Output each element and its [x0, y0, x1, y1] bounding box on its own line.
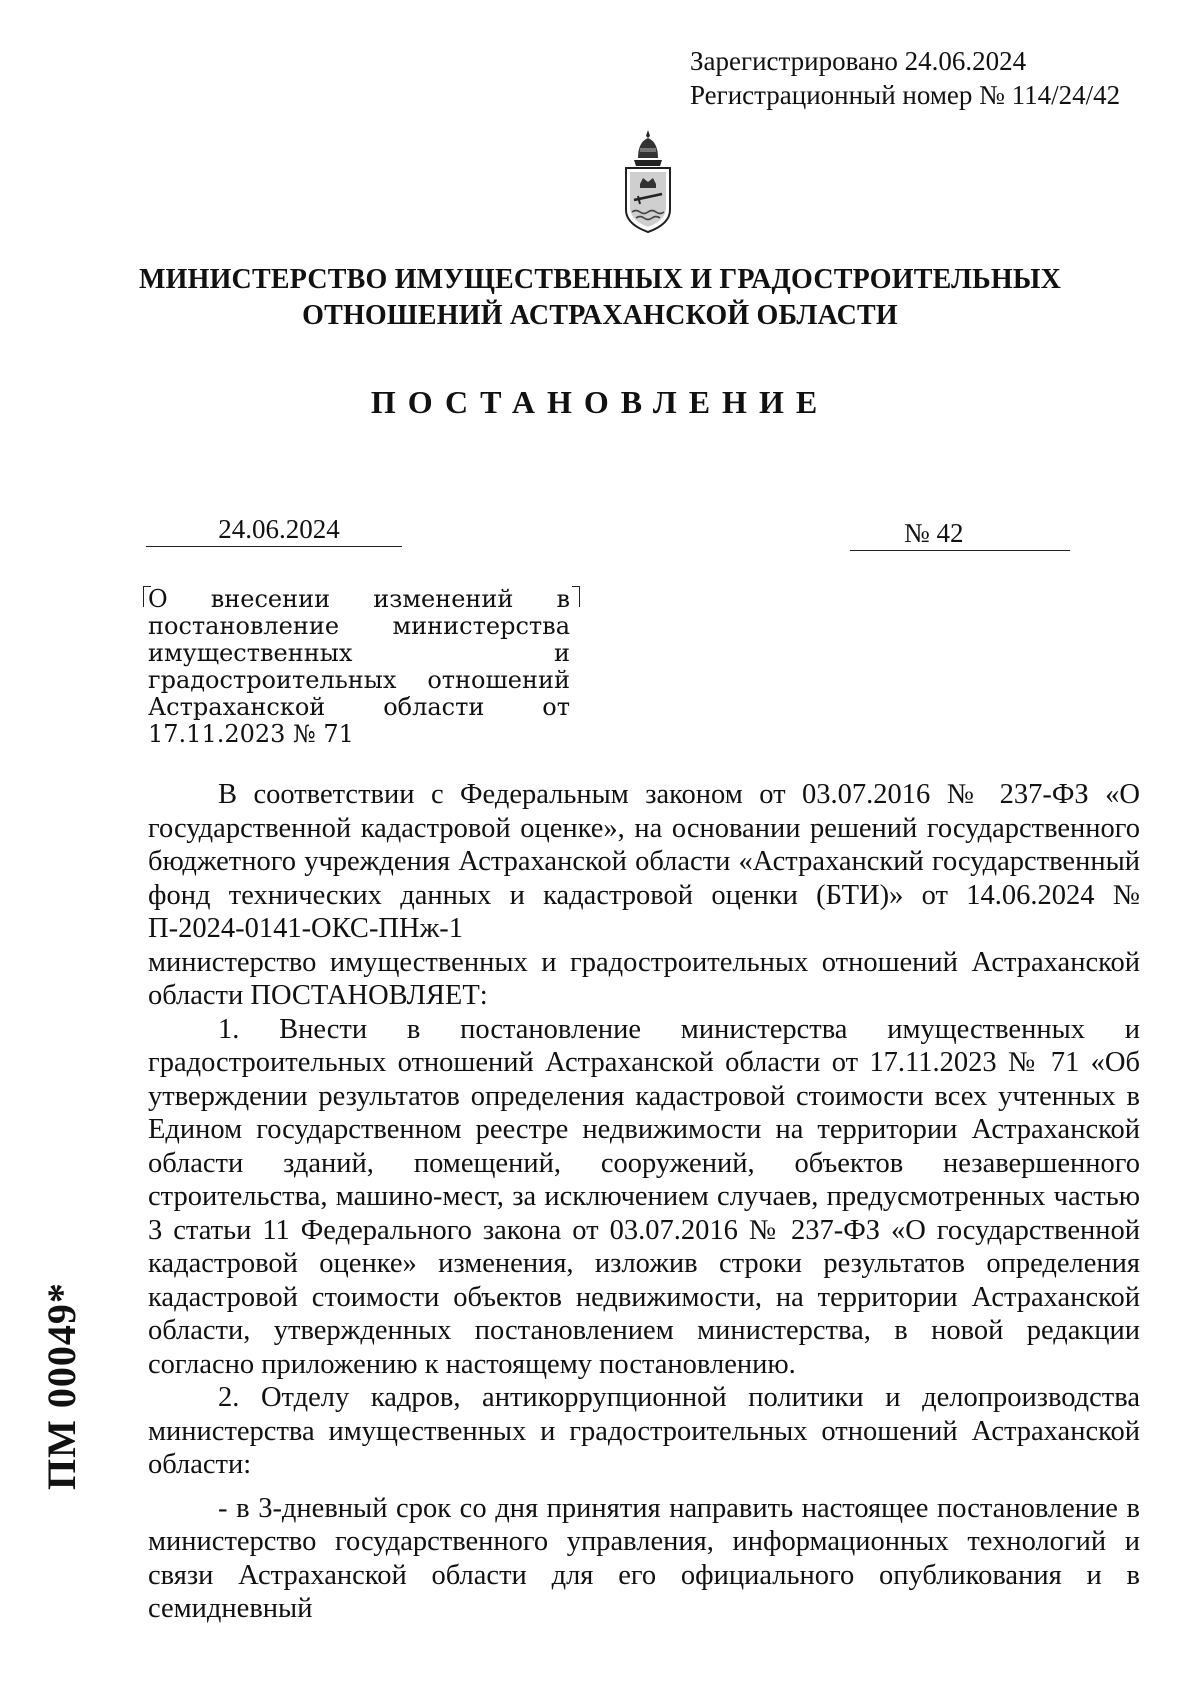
ministry-name-line1: МИНИСТЕРСТВО ИМУЩЕСТВЕННЫХ И ГРАДОСТРОИТЕЛЬНЫХ — [138, 264, 1061, 295]
decree-date: 24.06.2024 — [146, 512, 402, 547]
item-2-subitem-1-paragraph: - в 3-дневный срок со дня принятия направить настоящее постановление в министерство государственного управления, информационных технологий и связи Астраханской области для его официального опубликования и в семидневный — [148, 1492, 1140, 1624]
item-1-paragraph: 1. Внести в постановление министерства имущественных и градостроительных отношений Астраханской области от 17.11.2023 № 71 «Об утверждении результатов определения кадастровой стоимости всех учтенных в Едином государственном реестре недвижимости на территории Астраханской области зданий, помещений, сооружений, объектов незавершенного строительства, машино-мест, за исключением случаев, предусмотренных частью 3 статьи 11 Федерального закона от 03.07.2016 № 237-ФЗ «О государственной кадастровой оценке» изменения, изложив строки результатов определения кадастровой стоимости объектов недвижимости, на территории Астраханской области, утвержденных постановлением министерства, в новой редакции согласно приложению к настоящему постановлению. — [148, 1013, 1140, 1380]
decree-body — [148, 778, 1140, 1626]
side-stamp: ПМ 00049* — [39, 1282, 84, 1490]
registration-number: Регистрационный номер № 114/24/42 — [690, 80, 1121, 110]
ministry-name — [0, 262, 1200, 334]
astrakhan-coat-of-arms-icon — [618, 128, 678, 238]
subject-bracket-right — [572, 586, 580, 607]
document-type-title: ПОСТАНОВЛЕНИЕ — [370, 384, 830, 420]
decree-number: № 42 — [850, 516, 1070, 551]
ministry-name-line2: ОТНОШЕНИЙ АСТРАХАНСКОЙ ОБЛАСТИ — [302, 300, 898, 331]
decree-subject: О внесении изменений в постановление министерства имущественных и градостроительных отношений Астраханской области от 17.11.2023 № 71 — [148, 585, 570, 748]
resolution-paragraph: министерство имущественных и градостроительных отношений Астраханской области ПОСТАНОВЛЯЕТ: — [148, 946, 1140, 1011]
item-2-paragraph: 2. Отделу кадров, антикоррупционной политики и делопроизводства министерства имущественных и градостроительных отношений Астраханской области: — [148, 1382, 1140, 1480]
preamble-paragraph: В соответствии с Федеральным законом от 03.07.2016 № 237-ФЗ «О государственной кадастровой оценке», на основании решений государственного бюджетного учреждения Астраханской области «Астраханский государственный фонд технических данных и кадастровой оценки (БТИ)» от 14.06.2024 № П-2024-0141-ОКС-ПНж-1 — [148, 779, 1140, 944]
registration-block — [690, 44, 1120, 112]
registration-date: Зарегистрировано 24.06.2024 — [690, 46, 1027, 76]
